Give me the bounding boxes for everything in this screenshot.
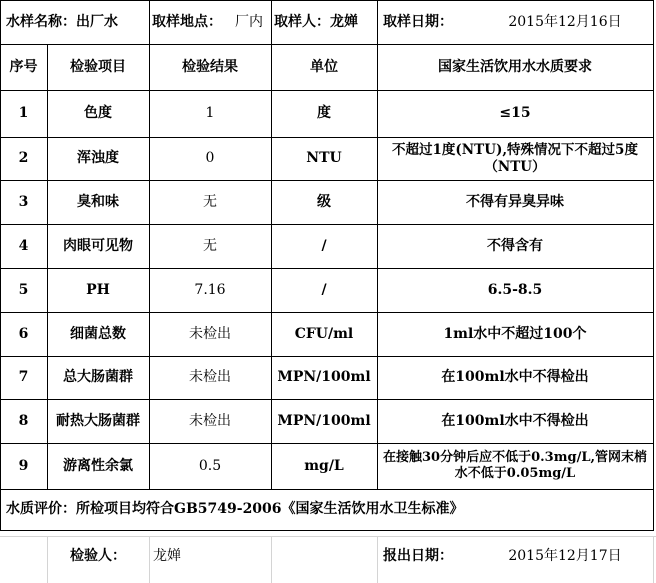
row-standard: 1ml水中不超过100个: [443, 325, 587, 342]
row-standard: 6.5-8.5: [487, 281, 543, 298]
table-border: [0, 443, 654, 444]
report-date-value: 2015年12月17日: [508, 547, 622, 564]
row-no: 3: [18, 193, 29, 210]
col-header-item: 检验项目: [70, 58, 126, 75]
row-no: 5: [18, 281, 29, 298]
row-item: 浑浊度: [77, 150, 119, 166]
row-item: 总大肠菌群: [63, 369, 133, 385]
row-result: 0: [205, 150, 215, 166]
row-unit: /: [321, 237, 327, 254]
row-no: 1: [18, 105, 29, 121]
table-border: [0, 268, 654, 269]
table-border: [0, 0, 654, 1]
row-standard: 不超过1度(NTU),特殊情况下不超过5度（NTU）: [392, 141, 638, 175]
table-border: [0, 224, 654, 225]
gridline: [653, 536, 654, 583]
row-result: 7.16: [194, 281, 226, 298]
row-item: 色度: [84, 105, 112, 121]
row-item: 肉眼可见物: [63, 237, 133, 254]
row-unit: MPN/100ml: [277, 412, 371, 429]
evaluation-text: 水质评价：所检项目均符合GB5749-2006《国家生活饮用水卫生标准》: [6, 501, 464, 517]
row-result: 未检出: [189, 412, 231, 429]
row-no: 4: [18, 237, 29, 254]
sampler: 取样人：龙婵: [274, 13, 358, 30]
row-result: 未检出: [189, 325, 231, 342]
table-border: [0, 399, 654, 400]
row-unit: 级: [317, 193, 331, 210]
row-item: 耐热大肠菌群: [56, 412, 140, 429]
row-standard: 在100ml水中不得检出: [441, 412, 589, 429]
table-border: [0, 356, 654, 357]
row-unit: MPN/100ml: [277, 369, 371, 385]
row-result: 未检出: [189, 369, 231, 385]
col-header-result: 检验结果: [182, 58, 238, 75]
table-border: [0, 44, 654, 45]
row-unit: NTU: [306, 150, 342, 166]
table-border: [0, 489, 654, 490]
row-result: 无: [203, 193, 217, 210]
report-date-label: 报出日期：: [383, 547, 453, 564]
row-item: 游离性余氯: [63, 457, 133, 474]
row-standard: 不得含有: [487, 237, 543, 254]
row-unit: CFU/ml: [294, 325, 354, 342]
table-border: [0, 530, 654, 531]
location-label: 取样地点：: [152, 13, 222, 30]
row-standard: 不得有异臭异味: [466, 193, 564, 210]
row-unit: mg/L: [304, 457, 344, 474]
row-unit: 度: [317, 105, 331, 121]
table-border: [0, 90, 654, 91]
table-border: [0, 137, 654, 138]
table-border: [0, 180, 654, 181]
row-result: 1: [205, 105, 215, 121]
row-no: 6: [18, 325, 29, 342]
sample-name: 水样名称：出厂水: [6, 13, 118, 30]
table-border: [377, 0, 378, 489]
inspector-label: 检验人：: [70, 547, 126, 564]
row-standard: ≤15: [499, 105, 531, 121]
date-value: 2015年12月16日: [508, 13, 622, 30]
table-border: [149, 0, 150, 489]
row-result: 0.5: [198, 457, 222, 474]
row-no: 7: [18, 369, 29, 385]
gridline: [271, 536, 272, 583]
col-header-no: 序号: [9, 58, 38, 75]
row-no: 8: [18, 412, 29, 429]
row-no: 9: [18, 457, 29, 474]
inspector-value: 龙婵: [153, 547, 181, 564]
row-unit: /: [321, 281, 327, 298]
row-standard: 在100ml水中不得检出: [441, 369, 589, 385]
row-item: PH: [86, 281, 110, 298]
table-border: [47, 44, 48, 489]
row-item: 细菌总数: [70, 325, 126, 342]
date-label: 取样日期：: [383, 13, 453, 30]
table-border: [0, 312, 654, 313]
table-border: [653, 0, 654, 531]
row-item: 臭和味: [77, 193, 119, 210]
location-value: 厂内: [235, 13, 263, 30]
row-result: 无: [203, 237, 217, 254]
row-standard: 在接触30分钟后应不低于0.3mg/L,管网末梢水不低于0.05mg/L: [383, 450, 647, 481]
table-border: [271, 0, 272, 489]
table-border: [0, 0, 1, 531]
col-header-unit: 单位: [310, 58, 338, 75]
row-no: 2: [18, 150, 29, 166]
col-header-standard: 国家生活饮用水水质要求: [438, 58, 592, 75]
